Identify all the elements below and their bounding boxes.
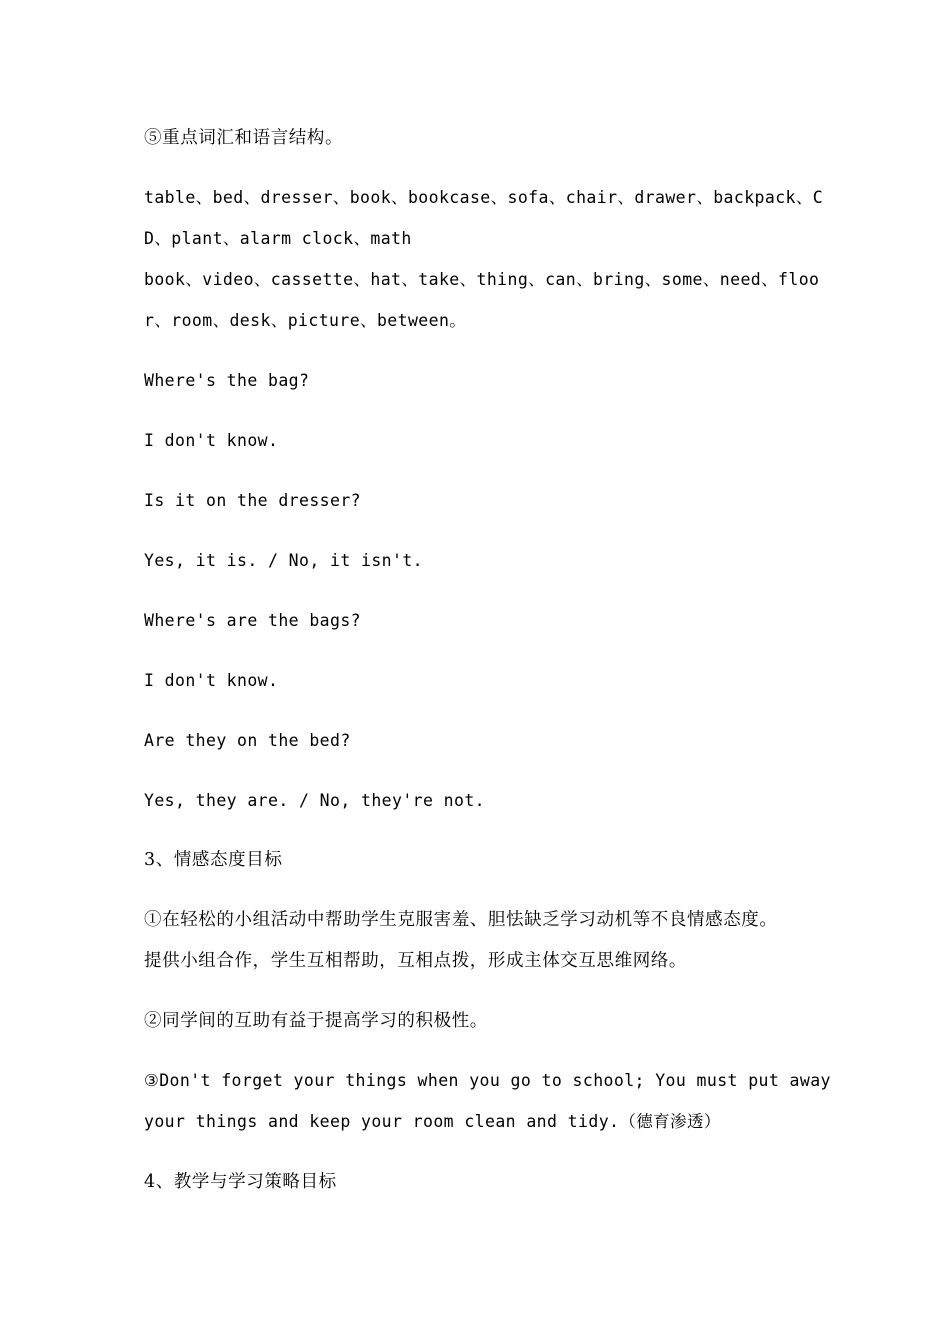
affective-goal-2: ②同学间的互助有益于提高学习的积极性。	[144, 1011, 488, 1031]
affective-goal-1: ①在轻松的小组活动中帮助学生克服害羞、胆怯缺乏学习动机等不良情感态度。	[144, 910, 778, 930]
dialogue-line: I don't know.	[144, 671, 279, 690]
dialogue-line: Yes, they are. / No, they're not.	[144, 791, 486, 810]
section-heading-affective-goals: 3、情感态度目标	[144, 850, 283, 870]
dialogue-line: Where's are the bags?	[144, 611, 362, 630]
dialogue-line: Is it on the dresser?	[144, 491, 362, 510]
dialogue-line: I don't know.	[144, 431, 279, 450]
section-heading-strategy-goals: 4、教学与学习策略目标	[144, 1172, 337, 1192]
affective-goal-3-continued: your things and keep your room clean and tidy.（德育渗透）	[144, 1112, 721, 1131]
dialogue-line: Are they on the bed?	[144, 731, 351, 750]
vocab-line-2: D、plant、alarm clock、math	[144, 229, 412, 248]
vocab-heading: ⑤重点词汇和语言结构。	[144, 128, 344, 148]
dialogue-line: Yes, it is. / No, it isn't.	[144, 551, 424, 570]
affective-goal-1-continued: 提供小组合作，学生互相帮助，互相点拨，形成主体交互思维网络。	[144, 951, 687, 971]
vocab-line-3: book、video、cassette、hat、take、thing、can、bring、some、need、floo	[144, 270, 820, 289]
dialogue-line: Where's the bag?	[144, 371, 310, 390]
vocab-line-1: table、bed、dresser、book、bookcase、sofa、chair、drawer、backpack、C	[144, 188, 824, 207]
vocab-line-4: r、room、desk、picture、between。	[144, 311, 467, 330]
affective-goal-3: ③Don't forget your things when you go to school; You must put away	[144, 1071, 831, 1090]
